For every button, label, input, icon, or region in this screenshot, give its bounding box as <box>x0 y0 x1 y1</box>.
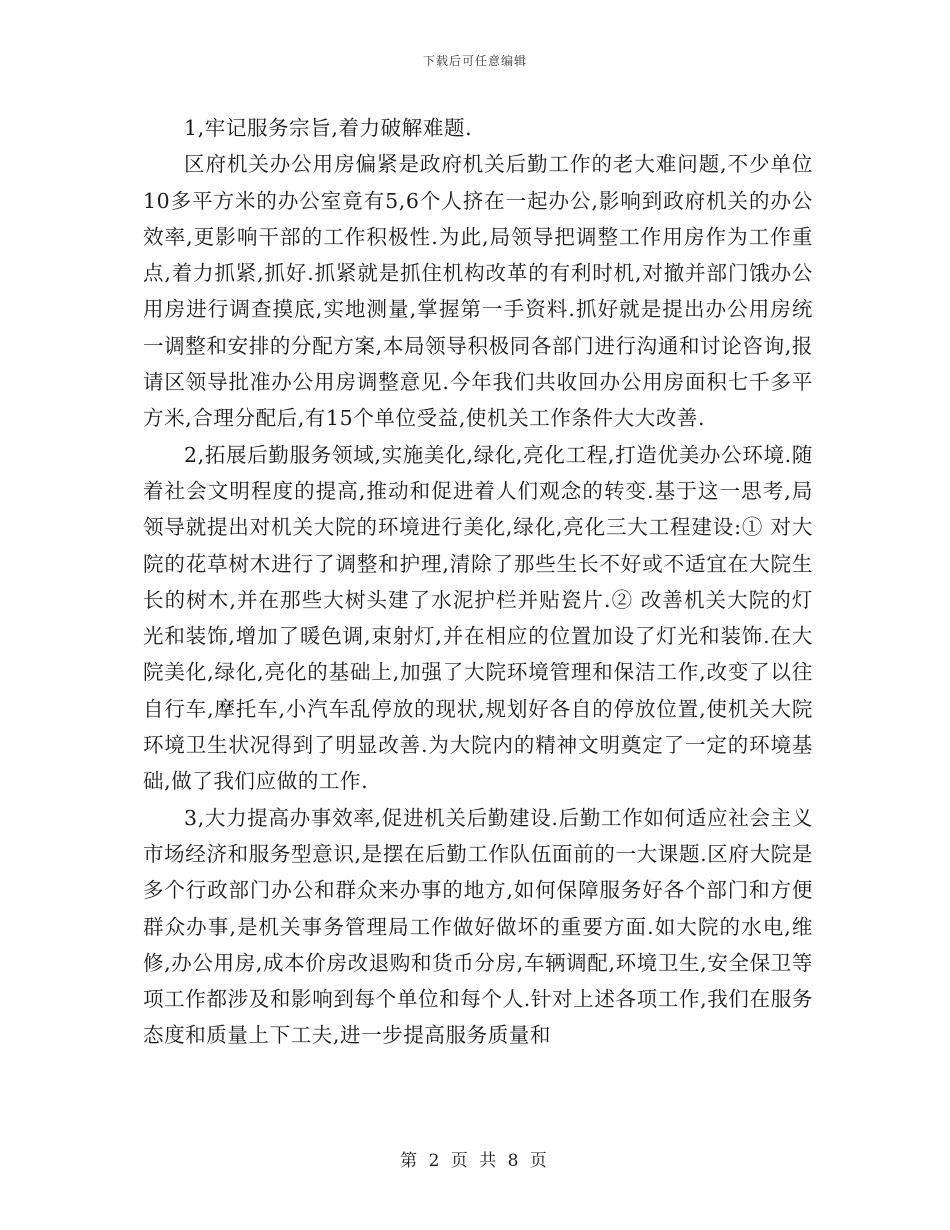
page-number-footer: 第 2 页 共 8 页 <box>400 1151 550 1171</box>
page-header-note: 下载后可任意编辑 <box>422 54 527 68</box>
paragraph-efficiency: 3,大力提高办事效率,促进机关后勤建设.后勤工作如何适应社会主义市场经济和服务型意识,是摆在后勤工作队伍面前的一大课题.区府大院是多个行政部门办公和群众来办事的地方,如何保障服务好各个部门和方便群众办事,是机关事务管理局工作做好做坏的重要方面.如大院的水电,维修,办公用房,成本价房改退购和货币分房,车辆调配,环境卫生,安全保卫等项工作都涉及和影响到每个单位和每个人.针对上述各项工作,我们在服务态度和质量上下工夫,进一步提高服务质量和 <box>143 805 813 1048</box>
document-body <box>143 110 813 1054</box>
paragraph-heading-1: 1,牢记服务宗旨,着力破解难题. <box>184 116 473 140</box>
paragraph-office-space: 区府机关办公用房偏紧是政府机关后勤工作的老大难问题,不少单位10多平方米的办公室竟有5,6个人挤在一起办公,影响到政府机关的办公效率,更影响干部的工作积极性.为此,局领导把调整工作用房作为工作重点,着力抓紧,抓好.抓紧就是抓住机构改革的有利时机,对撤并部门饿办公用房进行调查摸底,实地测量,掌握第一手资料.抓好就是提出办公用房统一调整和安排的分配方案,本局领导积极同各部门进行沟通和讨论咨询,报请区领导批准办公用房调整意见.今年我们共收回办公用房面积七千多平方米,合理分配后,有15个单位受益,使机关工作条件大大改善. <box>143 152 813 431</box>
paragraph-environment: 2,拓展后勤服务领域,实施美化,绿化,亮化工程,打造优美办公环境.随着社会文明程度的提高,推动和促进着人们观念的转变.基于这一思考,局领导就提出对机关大院的环境进行美化,绿化,亮化三大工程建设:① 对大院的花草树木进行了调整和护理,清除了那些生长不好或不适宜在大院生长的树木,并在那些大树头建了水泥护栏并贴瓷片.② 改善机关大院的灯光和装饰,增加了暖色调,束射灯,并在相应的位置加设了灯光和装饰.在大院美化,绿化,亮化的基础上,加强了大院环境管理和保洁工作,改变了以往自行车,摩托车,小汽车乱停放的现状,规划好各自的停放位置,使机关大院环境卫生状况得到了明显改善.为大院内的精神文明奠定了一定的环境基础,做了我们应做的工作. <box>143 442 813 794</box>
